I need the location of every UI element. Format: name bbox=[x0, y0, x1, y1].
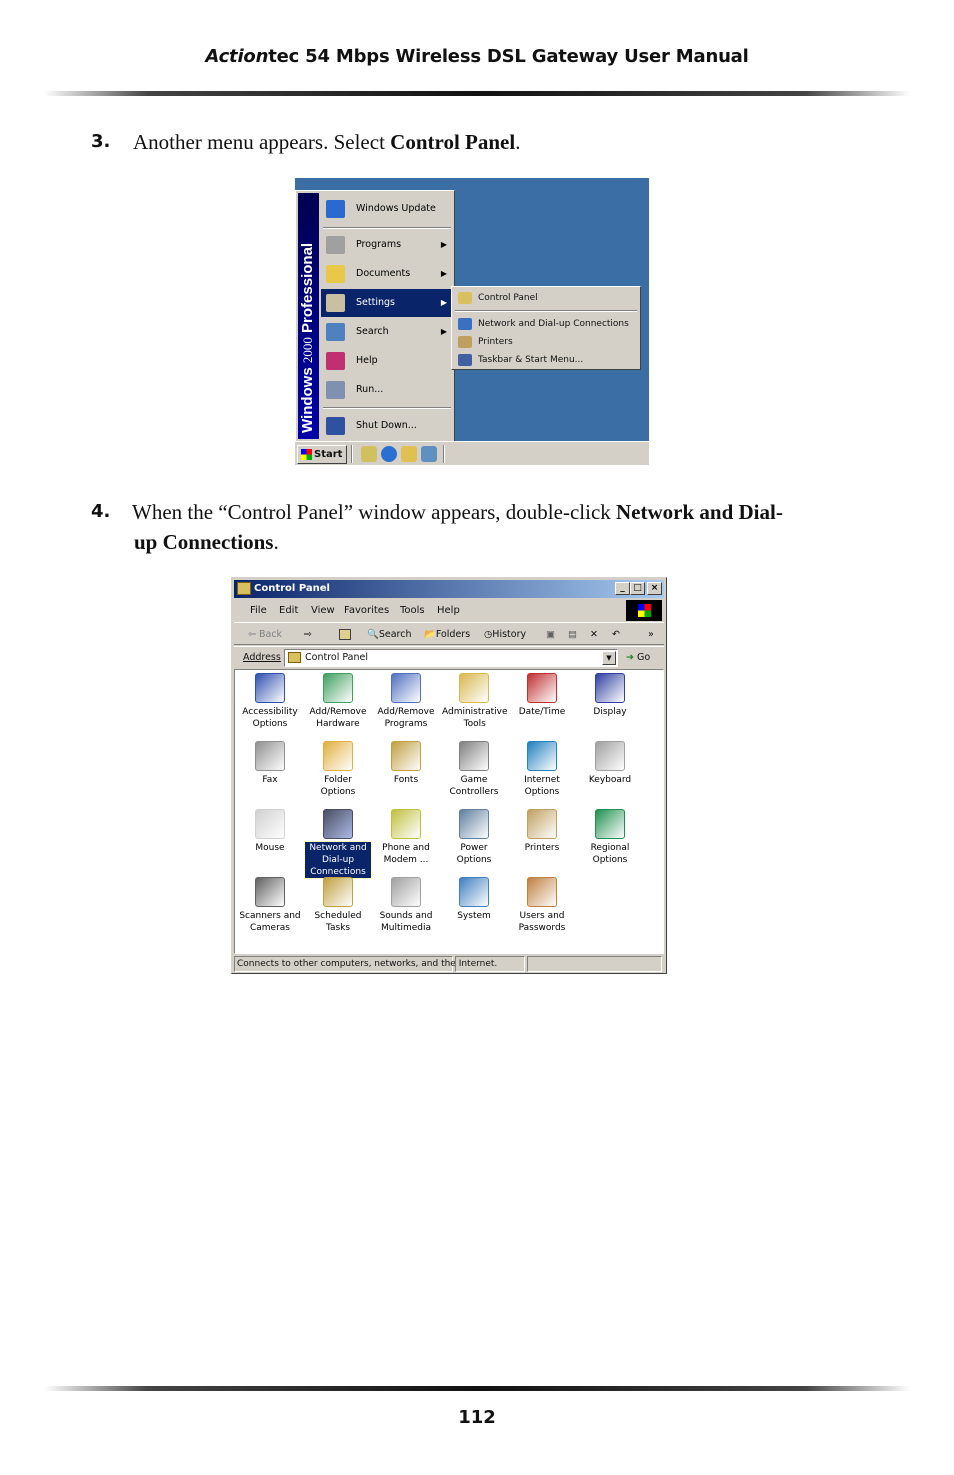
control-panel-window bbox=[231, 577, 667, 974]
run-icon bbox=[326, 381, 345, 399]
cp-item-18[interactable] bbox=[237, 877, 303, 934]
icon-pane bbox=[234, 669, 664, 954]
cp-item-16[interactable] bbox=[509, 809, 575, 854]
cp-item-12[interactable] bbox=[237, 809, 303, 854]
step-end: . bbox=[273, 530, 279, 554]
banner-edition: Professional bbox=[298, 242, 316, 333]
cp-item-icon bbox=[323, 809, 353, 839]
windows-flag-icon bbox=[301, 449, 312, 460]
step-4 bbox=[91, 497, 871, 557]
cp-item-label: Power Options bbox=[456, 843, 492, 865]
cp-item-label: Scanners and Cameras bbox=[239, 911, 301, 933]
cp-item-label: Fax bbox=[262, 775, 278, 785]
start-menu-item-0[interactable] bbox=[321, 195, 452, 223]
menu-separator bbox=[323, 407, 451, 409]
menu-edit[interactable]: Edit bbox=[279, 605, 299, 616]
minimize-button[interactable]: _ bbox=[615, 582, 630, 595]
cp-item-label: Accessibility Options bbox=[242, 707, 298, 729]
cp-item-label: Fonts bbox=[393, 775, 419, 785]
start-menu bbox=[295, 190, 455, 442]
address-value: Control Panel bbox=[305, 652, 368, 663]
menu-view[interactable]: View bbox=[311, 605, 335, 616]
folder-icon bbox=[288, 652, 301, 663]
up-folder-icon[interactable] bbox=[339, 629, 351, 640]
step-text: When the “Control Panel” window appears, double-click bbox=[132, 500, 617, 524]
cp-item-label: Internet Options bbox=[524, 775, 560, 797]
search-button[interactable]: 🔍Search bbox=[367, 629, 412, 640]
start-menu-banner bbox=[298, 193, 319, 439]
cp-item-0[interactable] bbox=[237, 673, 303, 730]
cp-item-icon bbox=[459, 741, 489, 771]
cp-item-3[interactable] bbox=[441, 673, 507, 730]
cp-item-20[interactable] bbox=[373, 877, 439, 934]
taskbar-icon bbox=[458, 354, 472, 366]
start-menu-item-6[interactable] bbox=[321, 376, 452, 404]
cp-item-icon bbox=[255, 673, 285, 703]
menu-item-label: Shut Down... bbox=[356, 420, 417, 431]
documents-icon bbox=[326, 265, 345, 283]
history-label: History bbox=[492, 629, 527, 640]
page-number: 112 bbox=[458, 1407, 496, 1428]
menu-favorites[interactable]: Favorites bbox=[344, 605, 390, 616]
search-icon bbox=[326, 323, 345, 341]
printers-icon bbox=[458, 336, 472, 348]
cp-item-4[interactable] bbox=[509, 673, 575, 718]
submenu-arrow-icon: ▶ bbox=[440, 327, 447, 336]
submenu-arrow-icon: ▶ bbox=[440, 269, 447, 278]
menu-item-label: Settings bbox=[356, 297, 395, 308]
cp-item-icon bbox=[459, 877, 489, 907]
cp-item-label: Mouse bbox=[255, 843, 285, 853]
cp-item-icon bbox=[255, 809, 285, 839]
cp-item-6[interactable] bbox=[237, 741, 303, 786]
explorer-icon[interactable] bbox=[401, 446, 417, 462]
step-bold: Control Panel bbox=[390, 130, 516, 154]
outlook-icon[interactable] bbox=[421, 446, 437, 462]
toolbar-more[interactable]: » bbox=[648, 629, 654, 640]
step-bold-line1: Network and Dial- bbox=[616, 500, 783, 524]
windows-update-icon bbox=[326, 200, 345, 218]
cp-item-icon bbox=[323, 673, 353, 703]
banner-version: 2000 bbox=[299, 337, 315, 364]
menu-tools[interactable]: Tools bbox=[400, 605, 425, 616]
header-rule bbox=[44, 91, 910, 96]
cp-item-icon bbox=[459, 673, 489, 703]
cp-item-10[interactable] bbox=[509, 741, 575, 798]
status-bar bbox=[234, 956, 664, 972]
menu-item-label: Search bbox=[356, 326, 389, 337]
cp-item-icon bbox=[595, 741, 625, 771]
cp-item-15[interactable] bbox=[441, 809, 507, 866]
cp-item-label: Phone and Modem ... bbox=[382, 843, 430, 865]
back-button[interactable]: ⇦ Back bbox=[248, 629, 283, 640]
cp-item-17[interactable] bbox=[577, 809, 643, 866]
submenu-item-label: Taskbar & Start Menu... bbox=[478, 355, 584, 365]
brand-italic: Action bbox=[205, 46, 269, 67]
taskbar-separator bbox=[351, 445, 353, 463]
status-cell bbox=[527, 956, 662, 972]
cp-item-label: Keyboard bbox=[588, 775, 632, 785]
start-menu-item-5[interactable] bbox=[321, 347, 452, 375]
window-titlebar bbox=[234, 580, 664, 598]
menu-item-label: Documents bbox=[356, 268, 411, 279]
folders-label: Folders bbox=[435, 629, 471, 640]
banner-windows: Windows bbox=[298, 367, 316, 433]
step-end: . bbox=[515, 130, 521, 154]
cp-item-label: Date/Time bbox=[518, 707, 566, 717]
address-label: Address bbox=[243, 652, 281, 663]
cp-item-icon bbox=[527, 877, 557, 907]
start-menu-item-7[interactable] bbox=[321, 412, 452, 440]
cp-item-8[interactable] bbox=[373, 741, 439, 786]
menu-item-label: Run... bbox=[356, 384, 384, 395]
menu-help[interactable]: Help bbox=[437, 605, 460, 616]
cp-item-9[interactable] bbox=[441, 741, 507, 798]
copy-to-icon[interactable]: ▤ bbox=[568, 629, 577, 640]
cp-item-5[interactable] bbox=[577, 673, 643, 718]
cp-item-icon bbox=[459, 809, 489, 839]
start-button[interactable] bbox=[297, 445, 347, 464]
submenu-item-3[interactable] bbox=[454, 351, 638, 369]
windows-logo-icon bbox=[626, 600, 662, 621]
submenu-item-0[interactable] bbox=[454, 289, 638, 307]
cp-item-icon bbox=[323, 877, 353, 907]
control-panel-icon bbox=[458, 292, 472, 304]
menu-item-label: Windows Update bbox=[356, 203, 436, 214]
menu-item-label: Help bbox=[356, 355, 378, 366]
cp-item-11[interactable] bbox=[577, 741, 643, 786]
cp-item-label: Game Controllers bbox=[449, 775, 499, 797]
address-bar bbox=[234, 646, 664, 668]
cp-item-22[interactable] bbox=[509, 877, 575, 934]
cp-item-icon bbox=[527, 741, 557, 771]
go-label: Go bbox=[637, 652, 651, 663]
status-cell bbox=[455, 956, 525, 972]
menu-bar bbox=[234, 600, 664, 621]
cp-item-2[interactable] bbox=[373, 673, 439, 730]
submenu-item-label: Control Panel bbox=[478, 293, 538, 303]
cp-item-icon bbox=[391, 877, 421, 907]
start-menu-screenshot bbox=[295, 178, 649, 465]
step-3 bbox=[91, 127, 871, 157]
start-label: Start bbox=[314, 449, 343, 460]
cp-item-label: Add/Remove Hardware bbox=[309, 707, 367, 729]
help-icon bbox=[326, 352, 345, 370]
start-menu-item-1[interactable] bbox=[321, 231, 452, 259]
status-text: Connects to other computers, networks, and the Internet. bbox=[234, 956, 453, 972]
submenu-arrow-icon: ▶ bbox=[440, 240, 447, 249]
internet-explorer-icon[interactable] bbox=[381, 446, 397, 462]
settings-submenu bbox=[451, 286, 641, 370]
cp-item-label: Add/Remove Programs bbox=[377, 707, 435, 729]
cp-item-label: Scheduled Tasks bbox=[314, 911, 362, 933]
taskbar-separator bbox=[443, 445, 445, 463]
cp-item-label: Sounds and Multimedia bbox=[379, 911, 433, 933]
cp-item-label: Administrative Tools bbox=[442, 707, 508, 729]
go-button[interactable]: ➔ Go bbox=[626, 652, 651, 663]
cp-item-13[interactable] bbox=[305, 809, 371, 878]
settings-icon bbox=[326, 294, 345, 312]
submenu-item-label: Network and Dial-up Connections bbox=[478, 319, 629, 329]
control-panel-icon bbox=[237, 582, 251, 595]
maximize-button[interactable]: □ bbox=[630, 582, 645, 595]
history-button[interactable]: ◷History bbox=[484, 629, 527, 640]
programs-icon bbox=[326, 236, 345, 254]
cp-item-1[interactable] bbox=[305, 673, 371, 730]
step-number: 3. bbox=[91, 131, 111, 152]
move-to-icon[interactable]: ▣ bbox=[546, 629, 555, 640]
cp-item-icon bbox=[323, 741, 353, 771]
start-menu-item-4[interactable] bbox=[321, 318, 452, 346]
menu-item-label: Programs bbox=[356, 239, 402, 250]
cp-item-21[interactable] bbox=[441, 877, 507, 922]
forward-button[interactable]: ⇨ bbox=[304, 629, 312, 640]
menu-separator bbox=[323, 227, 451, 229]
step-number: 4. bbox=[91, 501, 111, 522]
footer-rule bbox=[44, 1386, 910, 1391]
cp-item-icon bbox=[391, 809, 421, 839]
cp-item-label: System bbox=[457, 911, 491, 921]
show-desktop-icon[interactable] bbox=[361, 446, 377, 462]
cp-item-icon bbox=[527, 673, 557, 703]
cp-item-icon bbox=[595, 809, 625, 839]
close-button[interactable]: × bbox=[647, 582, 662, 595]
taskbar bbox=[295, 441, 649, 465]
submenu-arrow-icon: ▶ bbox=[440, 298, 447, 307]
window-title: Control Panel bbox=[254, 583, 330, 594]
start-menu-item-3[interactable] bbox=[321, 289, 452, 317]
cp-item-icon bbox=[391, 741, 421, 771]
cp-item-label: Printers bbox=[524, 843, 560, 853]
header-rest: tec 54 Mbps Wireless DSL Gateway User Manual bbox=[268, 46, 749, 67]
address-dropdown[interactable]: ▼ bbox=[602, 651, 616, 665]
shutdown-icon bbox=[326, 417, 345, 435]
cp-item-label: Folder Options bbox=[320, 775, 356, 797]
delete-icon[interactable]: ✕ bbox=[590, 629, 598, 640]
submenu-item-1[interactable] bbox=[454, 315, 638, 333]
cp-item-icon bbox=[255, 741, 285, 771]
network-icon bbox=[458, 318, 472, 330]
cp-item-7[interactable] bbox=[305, 741, 371, 798]
cp-item-19[interactable] bbox=[305, 877, 371, 934]
step-text: Another menu appears. Select bbox=[133, 130, 391, 154]
menu-file[interactable]: File bbox=[250, 605, 267, 616]
cp-item-label: Network and Dial-up Connections bbox=[305, 842, 371, 878]
search-label: Search bbox=[378, 629, 412, 640]
folders-button[interactable]: 📂Folders bbox=[424, 629, 471, 640]
cp-item-icon bbox=[527, 809, 557, 839]
submenu-item-label: Printers bbox=[478, 337, 513, 347]
address-input[interactable] bbox=[284, 649, 618, 667]
menu-separator bbox=[455, 310, 637, 312]
undo-icon[interactable]: ↶ bbox=[612, 629, 620, 640]
cp-item-label: Regional Options bbox=[590, 843, 630, 865]
cp-item-label: Display bbox=[593, 707, 627, 717]
cp-item-icon bbox=[391, 673, 421, 703]
cp-item-icon bbox=[595, 673, 625, 703]
submenu-item-2[interactable] bbox=[454, 333, 638, 351]
cp-item-icon bbox=[255, 877, 285, 907]
cp-item-label: Users and Passwords bbox=[518, 911, 566, 933]
toolbar bbox=[234, 622, 664, 645]
start-menu-item-2[interactable] bbox=[321, 260, 452, 288]
step-bold-line2: up Connections bbox=[134, 530, 274, 554]
page-header bbox=[0, 46, 954, 67]
cp-item-14[interactable] bbox=[373, 809, 439, 866]
